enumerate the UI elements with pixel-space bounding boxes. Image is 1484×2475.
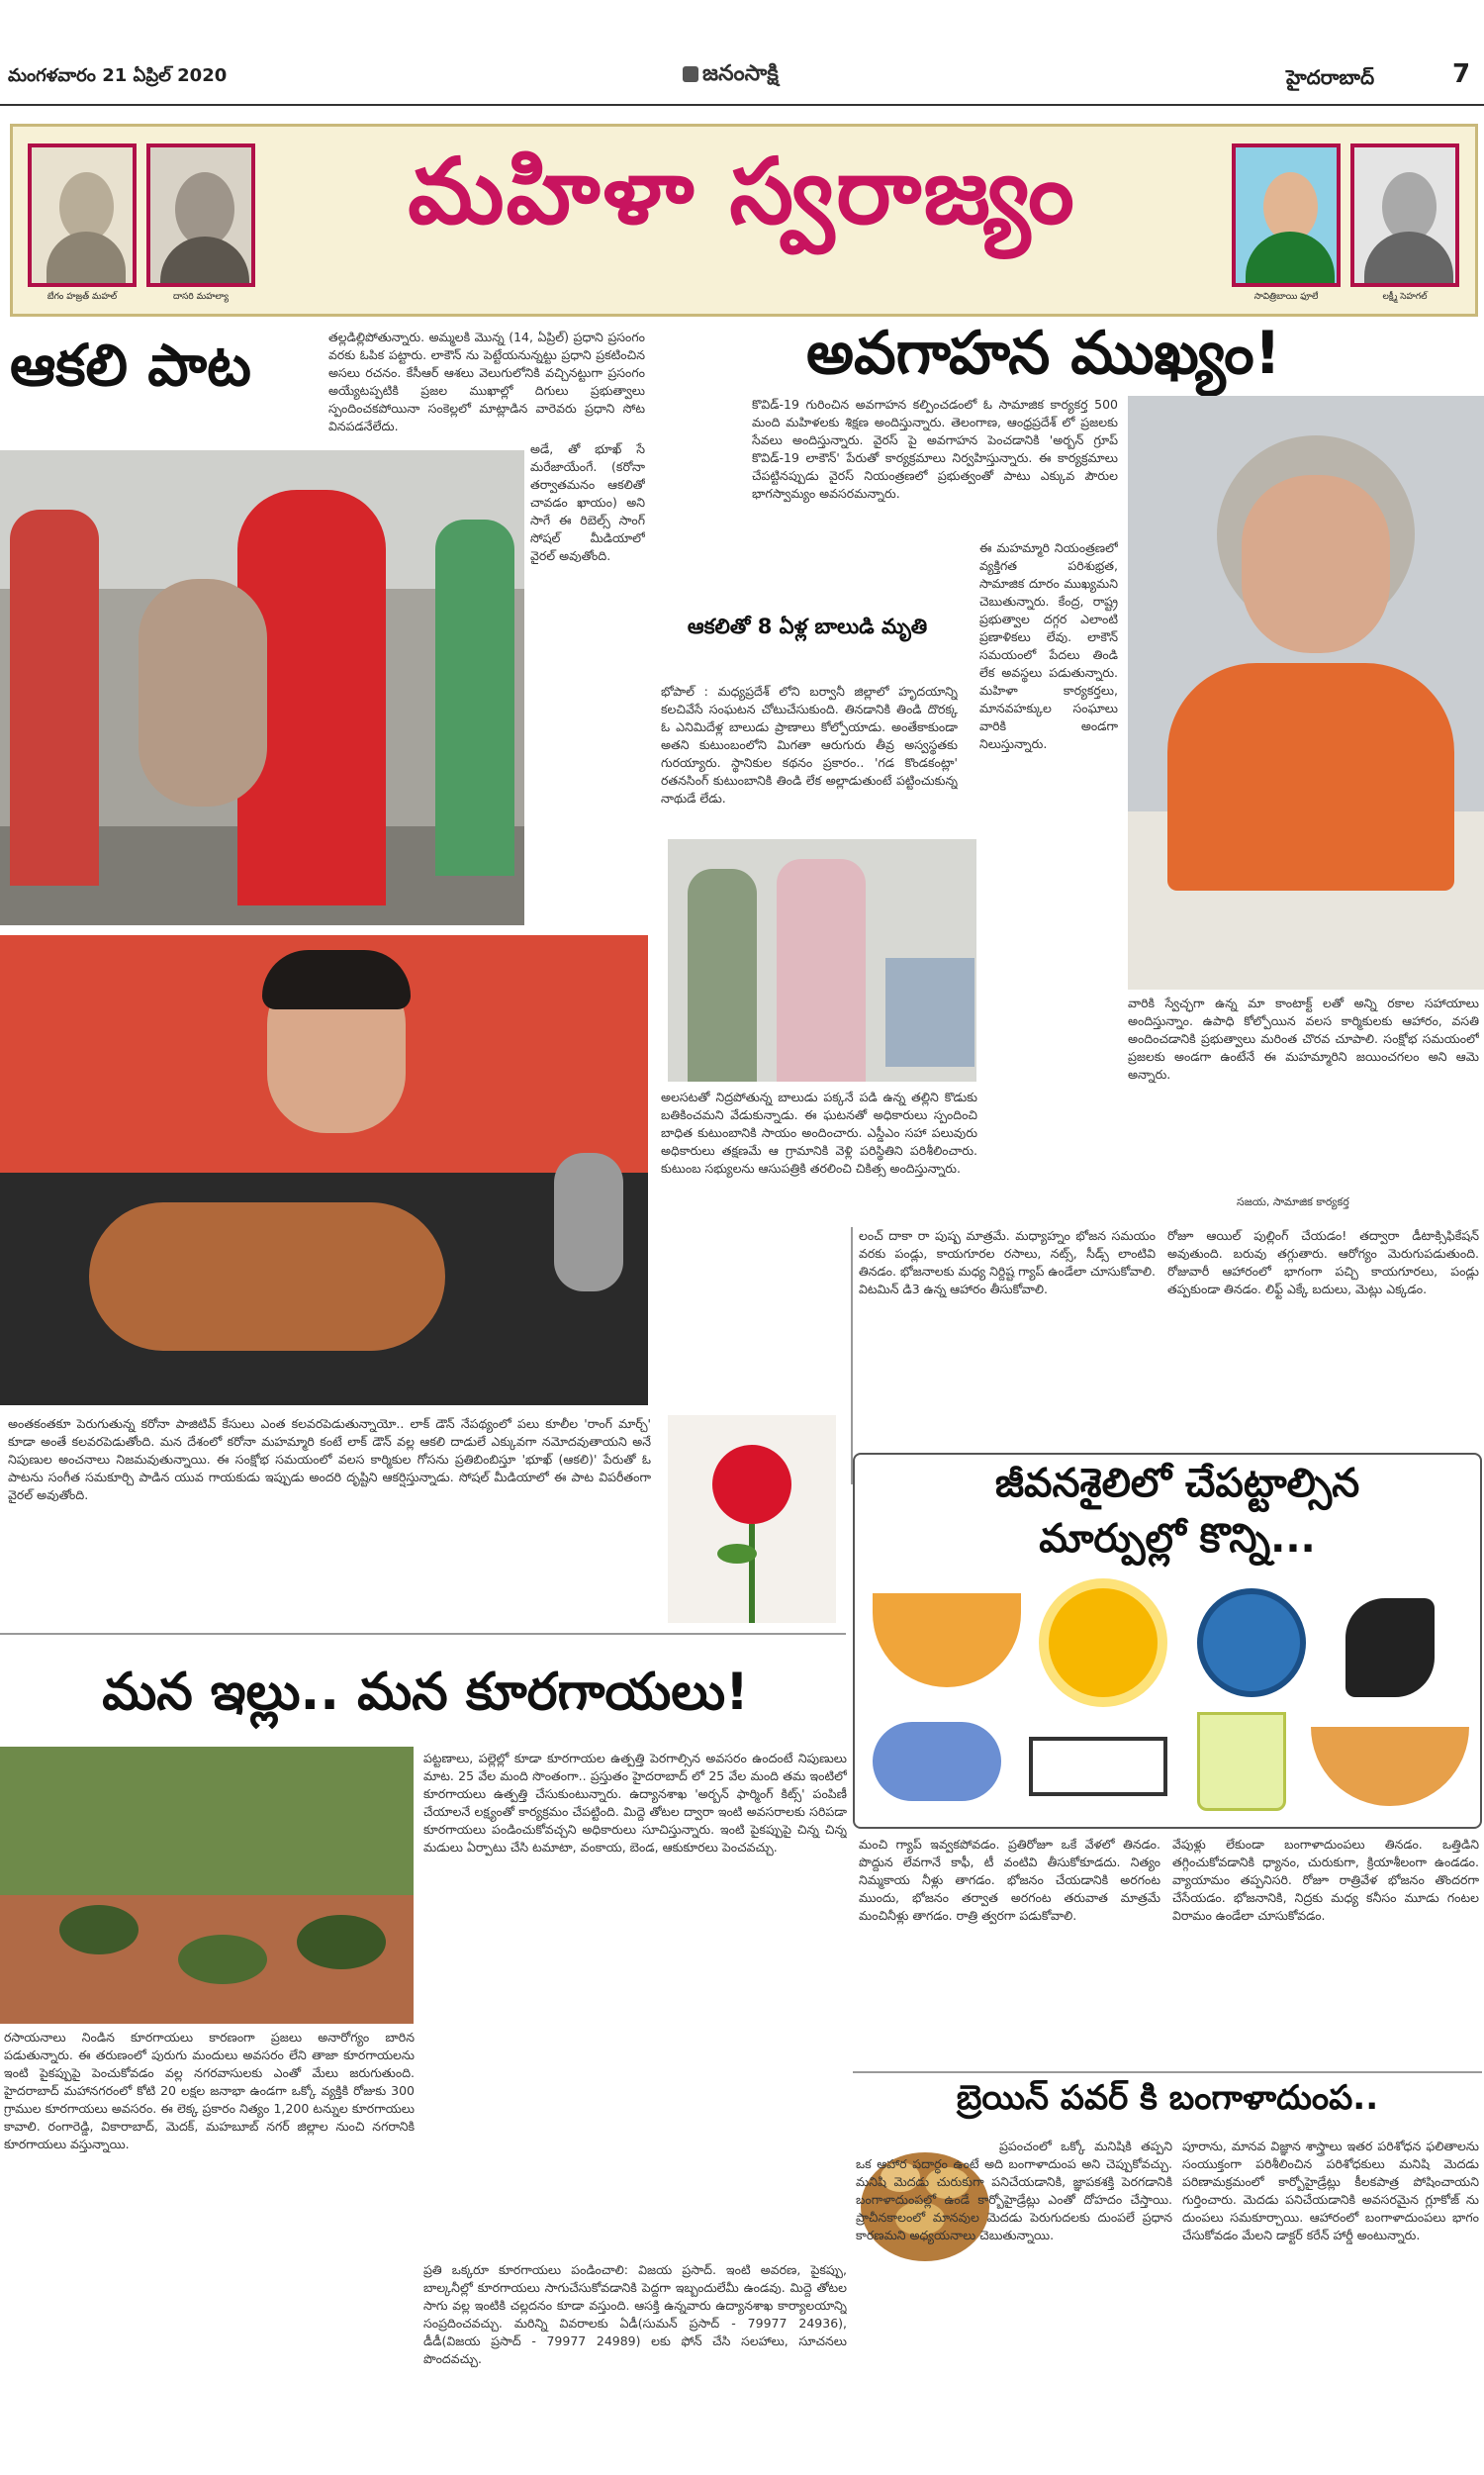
akali-body-right: అడే, తో భూఖ్ సే మరేజాయేంగే. (కరోనా తర్వాతమనం ఆకలితో చావడం ఖాయం) అని సాగే ఈ రిబెల్స్ సాంగ్ సోషల్ మీడియాలో వైరల్ అవుతోంది. xyxy=(530,441,645,563)
avagahana-body-c: వారికి స్వేచ్ఛగా ఉన్న మా కాంటాక్ట్ లతో అన్ని రకాల సహాయాలు అందిస్తున్నాం. ఉపాధి కోల్పోయిన వలస కార్మికులకు ఆహారం, వసతి అందించడానికి ప్రభుత్వాలు మరింత చొరవ చూపాలి. సంక్షోభ సమయంలో ప్రజలకు అండగా ఉంటేనే ఈ మహమ్మారిని జయించగలం అని ఆమె అన్నారు. xyxy=(1128,996,1479,1082)
portrait-caption-3: సావిత్రిబాయి ఫూలే xyxy=(1253,292,1319,302)
portrait-1 xyxy=(28,143,137,287)
avagahana-body-a: కొవిడ్-19 గురించిన అవగాహన కల్పించడంలో ఓ సామాజిక కార్యకర్త 500 మంది మహిళలకు శిక్షణ అందిస్తున్నారు. తెలంగాణ, ఆంధ్రప్రదేశ్ లో ప్రజలకు సేవలు అందిస్తున్నారు. వైరస్ పై అవగాహన పెంచడానికి 'అర్బన్ గ్రూప్ కొవిడ్-19 లాకౌన్' పేరుతో కార్యక్రమాలు నిర్వహిస్తున్నారు. ఈ కార్యక్రమాలు చేపట్టినప్పుడు వైరస్ నియంత్రణలో ప్రభుత్వంతో పాటు ఎక్కువ పౌరుల భాగస్వామ్యం అవసరమన్నారు. xyxy=(752,397,1118,501)
yoga-icon xyxy=(873,1722,1001,1801)
sajaya-scarf xyxy=(1167,663,1454,891)
avagahana-body-b: ఈ మహమ్మారి నియంత్రణలో వ్యక్తిగత పరిశుభ్రత, సామాజిక దూరం ముఖ్యమని చెబుతున్నారు. కేంద్ర, రాష్ట్ర ప్రభుత్వాల దగ్గర ఎలాంటి ప్రణాళికలు లేవు. లాకౌన్ సమయంలో పేదలు తిండి లేక అవస్థలు పడుతున్నారు. మహిళా కార్యకర్తలు, మానవహక్కుల సంఘాలు వారికి అండగా నిలుస్తున్నారు. xyxy=(979,540,1118,751)
person-left xyxy=(10,510,99,886)
lifestyle-headline-2: మార్పుల్లో కొన్ని... xyxy=(1039,1516,1316,1562)
sajaya-face xyxy=(1242,475,1390,653)
akali-body-mid: అలసటతో నిద్రపోతున్న బాలుడు పక్కనే పడి ఉన్న తల్లిని కొడుకు బతికించమని వేడుకున్నాడు. ఈ ఘటనతో అధికారులు స్పందించి బాధిత కుటుంబానికి సాయం అందించారు. ఎస్డీఎం సహా పలువురు అధికారులు తక్షణమే ఆ గ్రామానికి వెళ్లి పరిస్థితిని పరిశీలించారు. కుటుంబ సభ్యులను ఆసుపత్రికి తరలించి చికిత్స అందిస్తున్నారు. xyxy=(661,1090,977,1176)
akali-subheadline: ఆకలితో 8 ఏళ్ల బాలుడి మృతి xyxy=(687,615,928,638)
sajaya-photo xyxy=(1128,396,1484,990)
logo-text: జనంసాక్షి xyxy=(702,61,779,86)
akali-headline: ఆకలి పాట xyxy=(10,332,251,399)
avagahana-caption: సజయ, సామాజిక కార్యకర్త xyxy=(1237,1195,1349,1208)
kooragayalu-body-center: ప్రతి ఒక్కరూ కూరగాయలు పండించాలి: విజయ ప్రసాద్. ఇంటి అవరణ, పైకప్పు, బాల్కనీల్లో కూరగాయలు సాగుచేసుకోవడానికి పెద్దగా ఇబ్బందులేమీ ఉండవు. మిద్దె తోటల సాగు వల్ల ఇంటికి చల్లదనం కూడా వస్తుంది. ఆసక్తి ఉన్నవారు ఉద్యానశాఖ కార్యాలయాన్ని సంప్రదించవచ్చు. మరిన్ని వివరాలకు ఏడీ(సుమన్ ప్రసాద్ - 79977 24936), డీడీ(విజయ ప్రసాద్ - 79977 24989) లకు ఫోన్ చేసి సలహాలు, సూచనలు పొందవచ్చు. xyxy=(423,2262,847,2366)
brain-body-right: పూరాను, మానవ విజ్ఞాన శాస్త్రాలు ఇతర పరిశోధన ఫలితాలను సంయుక్తంగా పరిశీలించిన పరిశోధకులు మనిషి మెదడు పరిణామక్రమంలో కార్బోహైడ్రేట్లు కీలకపాత్ర పోషించాయని గుర్తించారు. మెదడు పనిచేయడానికి అవసరమైన గ్లూకోజ్ ను దుంపలు సమకూర్చాయి. ఆహారంలో బంగాళాదుంపలు భాగం చేసుకోవడం మేలని డాక్టర్ కరేన్ హార్డీ అంటున్నారు. xyxy=(1182,2139,1479,2242)
lemon-water-icon xyxy=(1197,1712,1286,1811)
person-child xyxy=(139,579,267,807)
portrait-caption-2: దాసరి మహల్యా xyxy=(173,292,229,302)
section-rule-2 xyxy=(853,2071,1482,2073)
akali-body-bottom-right xyxy=(658,1415,659,1416)
lifestyle-list-right: వేపుళ్లు లేకుండా బంగాళాదుంపలు తినడం. ఒత్తిడిని తగ్గించుకోవడానికి ధ్యానం, చురుకుగా, క్రియాశీలంగా ఉండడం. వ్యాయామం తప్పనిసరి. రోజూ రాత్రివేళ భోజనం తొందరగా చేసేయడం. భోజనానికి, నిద్రకు మధ్య కనీసం మూడు గంటల విరామం ఉండేలా చూసుకోవడం. xyxy=(1172,1837,1479,1923)
portrait-caption-4: లక్ష్మీ సెహగల్ xyxy=(1382,292,1428,302)
singer-hair xyxy=(262,950,411,1009)
lifestyle-headline-1: జీవనశైలిలో చేపట్టాల్సిన xyxy=(994,1461,1360,1506)
portrait-caption-1: బేగం హజ్రత్ మహల్ xyxy=(46,292,118,302)
page-number: 7 xyxy=(1452,59,1471,89)
sun-icon xyxy=(1049,1588,1158,1697)
brain-headline: బ్రెయిన్ పవర్ కి బంగాళాదుంప.. xyxy=(956,2078,1379,2118)
clock-icon xyxy=(1197,1588,1306,1697)
portrait-2 xyxy=(146,143,255,287)
lifestyle-col-right: రోజూ ఆయిల్ పుల్లింగ్ చేయడం! తద్వారా డీటాక్సిఫికేషన్ అవుతుంది. బరువు తగ్గుతారు. ఆరోగ్యం మెరుగుపడుతుంది. రోజువారీ ఆహారంలో భాగంగా పచ్చి కాయగూరలు, పండ్లు తప్పకుండా తినడం. లిఫ్ట్ ఎక్కే బదులు, మెట్లు ఎక్కడం. xyxy=(1167,1228,1479,1296)
hungry-mother-child-photo xyxy=(0,450,524,925)
hospital-photo xyxy=(668,839,976,1082)
masthead-rule xyxy=(0,104,1484,106)
newspaper-logo xyxy=(683,61,779,91)
akali-body-bottom: అంతకంతకూ పెరుగుతున్న కరోనా పాజిటివ్ కేసులు ఎంత కలవరపెడుతున్నాయో.. లాక్ డౌన్ నేపథ్యంలో పలు కూలీల 'రాంగ్ మార్చ్' కూడా అంతే కలవరపెడుతోంది. మన దేశంలో కరోనా మహమ్మారి కంటే లాక్ డౌన్ వల్ల ఆకలి దాడులే ఎక్కువగా నమోదవుతాయని అనే నిపుణుల అంచనాలు నిజమవుతున్నాయి. ఈ సంక్షోభ సమయంలో వలస కార్మికుల గోసను ప్రతిబింబిస్తూ 'భూఖ్ (ఆకలి)' పేరుతో ఓ పాటను సంగీత సమకూర్చి పాడిన యువ గాయకుడు ఇప్పుడు అందరి దృష్టిని ఆకర్షిస్తున్నాడు. సోషల్ మీడియాలో ఈ పాట విపరీతంగా వైరల్ అవుతోంది. xyxy=(8,1416,651,1502)
lifestyle-col-left: లంచ్ దాకా రా పుష్ప మాత్రమే. మధ్యాహ్నం భోజన సమయం వరకు పండ్లు, కాయగూరల రసాలు, నట్స్, సీడ్స్ లాంటివి తినడం. భోజనాలకు మధ్య నిర్దిష్ట గ్యాప్ ఉండేలా చూసుకోవాలి. విటమిన్ డి3 ఉన్న ఆహారం తీసుకోవాలి. xyxy=(859,1228,1156,1296)
person-right xyxy=(435,520,514,876)
avagahana-headline: అవగాహన ముఖ్యం! xyxy=(806,319,1282,388)
logo-icon xyxy=(683,66,698,82)
brain-body-mid: ప్రపంచంలో ఒక్కో మనిషికి తప్పని ఒక ఆహార పదార్ధం ఉంటే అది బంగాళాదుంప అని చెప్పుకోవచ్చు. మనిషి మెదడు చురుకుగా పనిచేయడానికి, జ్ఞాపకశక్తి పెరగడానికి బంగాళాదుంపల్లో ఉండే కార్బోహైడ్రేట్లు ఎంతో దోహదం చేస్తాయి. ప్రాచీనకాలంలో మానవుల మెదడు పెరుగుదలకు దుంపలే ప్రధాన కారణమని అధ్యయనాలు చెబుతున్నాయి. xyxy=(856,2139,1172,2242)
kooragayalu-body-left: రసాయనాలు నిండిన కూరగాయలు కారణంగా ప్రజలు అనారోగ్యం బారిన పడుతున్నారు. ఈ తరుణంలో పురుగు మందులు అవసరం లేని తాజా కూరగాయలను ఇంటి పైకప్పుపై పెంచుకోవడం వల్ల నగరవాసులకు ఎంతో మేలు జరుగుతుంది. హైదరాబాద్ మహానగరంలో కోటి 20 లక్షల జనాభా ఉండగా ఒక్కో వ్యక్తికి రోజుకు 300 గ్రాముల కూరగాయలు అవసరం. ఈ లెక్క ప్రకారం నిత్యం 1,200 టన్నుల కూరగాయలు కావాలి. రంగారెడ్డి, వికారాబాద్, మెదక్, మహబూబ్ నగర్ జిల్లాల నుంచి నగరానికి కూరగాయలు వస్తున్నాయి. xyxy=(4,2030,415,2151)
portrait-4 xyxy=(1350,143,1459,287)
banner-title: మహిళా స్వరాజ్యం xyxy=(408,139,1076,244)
guitar xyxy=(89,1202,445,1351)
terrace-garden-photo xyxy=(0,1747,414,2024)
rose-photo xyxy=(668,1415,836,1623)
runner-icon xyxy=(1345,1598,1435,1697)
akali-body-top: తల్లడిల్లిపోతున్నారు. అమ్మలకి మొన్న (14, ఏప్రిల్) ప్రధాని ప్రసంగం వరకు ఓపిక పట్టారు. లాకౌన్ ను పెట్టేయనున్నట్టు ప్రధాని ప్రకటించిన అసలు రచనం. కేసీఆర్ ఆశలు వెలుగులోనికి వచ్చినట్టుగా ప్రసంగం అయ్యేటప్పటికి ప్రజల ముఖాల్లో దిగులు ప్రభుత్వాలు స్పందించకపోయినా సంకెల్లలో మాట్లాడిన వారెవరు ప్రధాని సోట వినపడనేలేదు. xyxy=(328,330,645,433)
kooragayalu-body-right: పట్టణాలు, పల్లెల్లో కూడా కూరగాయల ఉత్పత్తి పెరగాల్సిన అవసరం ఉందంటే నిపుణులు మాట. 25 వేల మంది సొంతంగా.. ప్రస్తుతం హైదరాబాద్ లో 25 వేల మంది తమ ఇంటిలో కూరగాయలు ఉత్పత్తి చేసుకుంటున్నారు. ఉద్యానశాఖ 'అర్బన్ ఫార్మింగ్ కిట్స్' పంపిణీ చేయాలనే లక్ష్యంతో కార్యక్రమం చేపట్టింది. మిద్దె తోటల ద్వారా ఇంటి అవసరాలకు సరిపడా కూరగాయలు పండించుకోవచ్చని అధికారులు సూచిస్తున్నారు. ఇంటి పైకప్పుపై చిన్న చిన్న మడులు ఏర్పాటు చేసి టమాటా, వంకాయ, బెండ, ఆకుకూరలు పెంచవచ్చు. xyxy=(423,1751,847,1855)
akali-body-sub: భోపాల్ : మధ్యప్రదేశ్ లోని బర్వానీ జిల్లాలో హృదయాన్ని కలచివేసే సంఘటన చోటుచేసుకుంది. తినడానికి తిండి దొరక్క ఓ ఎనిమిదేళ్ల బాలుడు ప్రాణాలు కోల్పోయాడు. అంతేకాకుండా అతని కుటుంబంలోని మిగతా ఆరుగురు తీవ్ర అస్వస్థతకు గురయ్యారు. స్థానికుల కథనం ప్రకారం.. 'గడ కొండకంట్లా' రతనసింగ్ కుటుంబానికి తిండి లేక అల్లాడుతుంటే పట్టించుకున్న నాథుడే లేడు. xyxy=(661,684,958,806)
lifestyle-list-left: మంచి గ్యాప్ ఇవ్వకపోవడం. ప్రతిరోజూ ఒకే వేళలో తినడం. పొద్దున లేవగానే కాఫీ, టీ వంటివి తీసుకోకూడదు. నిత్యం నిమ్మకాయ నీళ్లు తాగడం. భోజనం చేయడానికి అరగంట ముందు, భోజనం తర్వాత అరగంట తరువాత మాత్రమే మంచినీళ్లు తాగడం. రాత్రి త్వరగా పడుకోవాలి. xyxy=(859,1837,1160,1923)
kooragayalu-headline: మన ఇల్లు.. మన కూరగాయలు! xyxy=(102,1663,749,1722)
sleep-bed-icon xyxy=(1029,1737,1167,1796)
issue-date: మంగళవారం 21 ఏప్రిల్ 2020 xyxy=(8,65,228,86)
singer-photo xyxy=(0,935,648,1405)
edition-city: హైదరాబాద్ xyxy=(1286,65,1375,89)
section-rule-1 xyxy=(0,1633,846,1635)
portrait-3 xyxy=(1232,143,1341,287)
lifestyle-divider xyxy=(851,1227,853,1484)
microphone xyxy=(554,1153,623,1291)
avagahana-body-d xyxy=(661,1089,662,1090)
